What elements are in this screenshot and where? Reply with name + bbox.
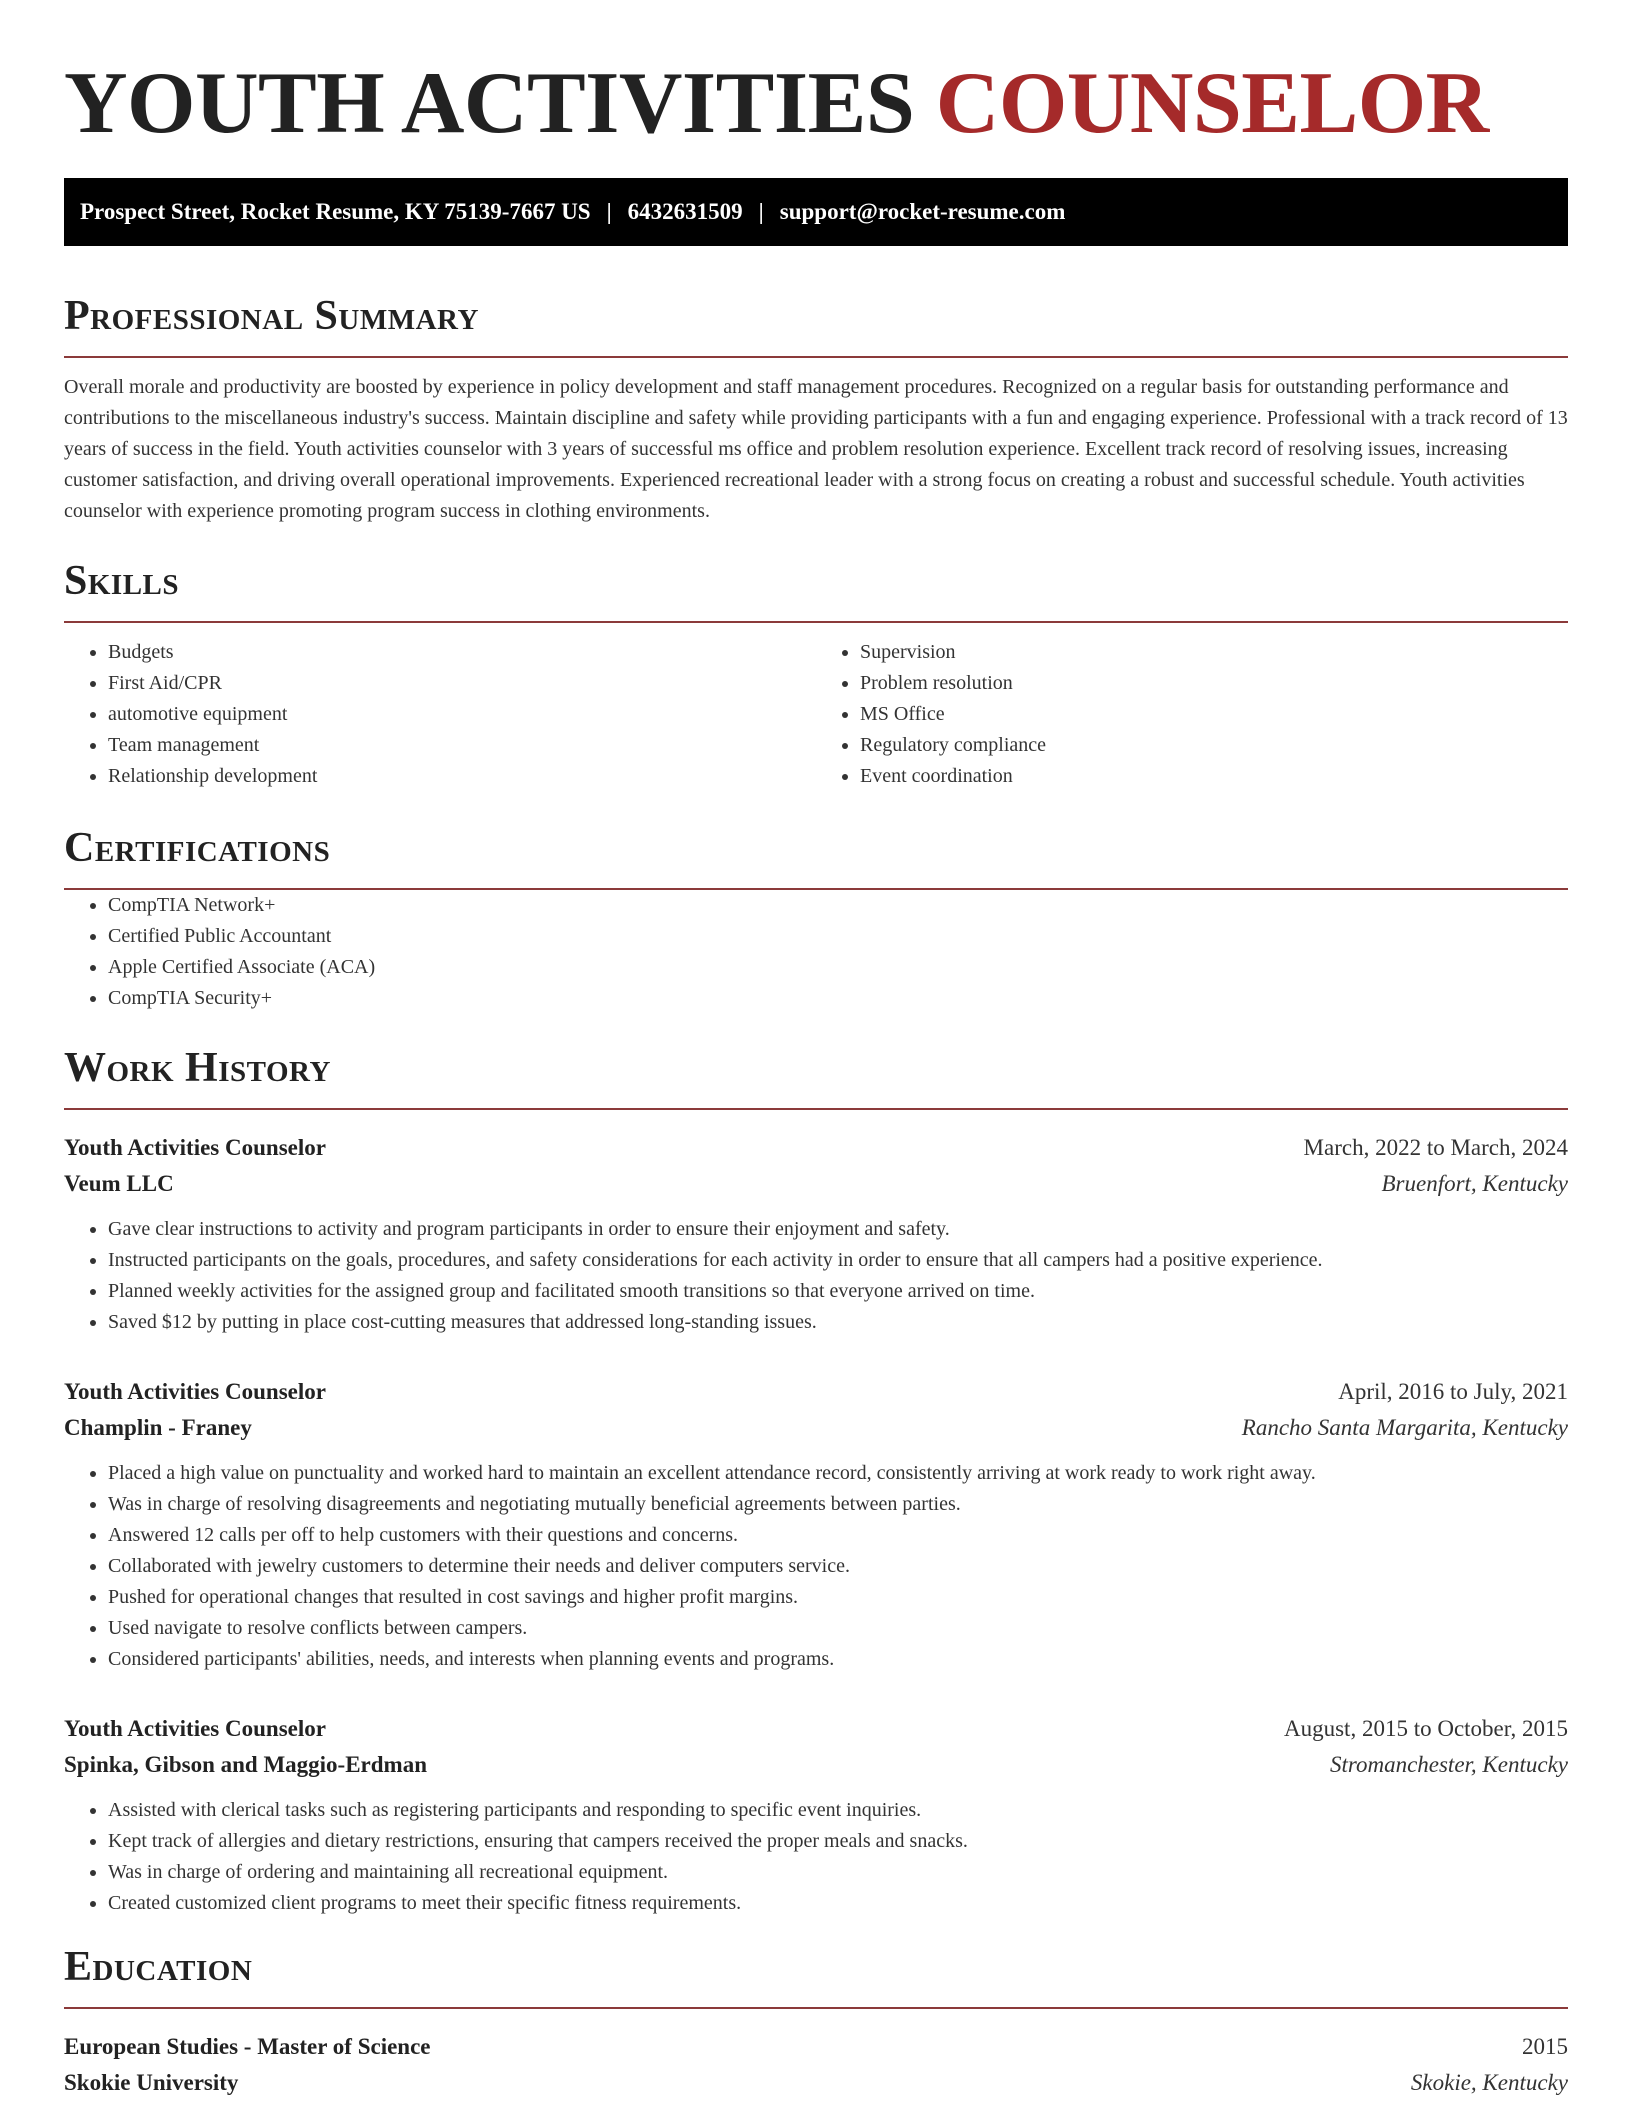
- job-bullets: [64, 1458, 1568, 1675]
- job-entry: [64, 1374, 1568, 1675]
- job-bullet: • Was in charge of ordering and maintaining all recreational equipment.: [108, 1857, 1568, 1888]
- skills-list-right: [816, 637, 1568, 792]
- education-degree: European Studies - Master of Science: [64, 2034, 431, 2059]
- job-entry: [64, 1130, 1568, 1338]
- job-bullet: • Gave clear instructions to activity and program participants in order to ensure their enjoyment and safety.: [108, 1214, 1568, 1245]
- job-bullets: [64, 1214, 1568, 1338]
- education-entry: [64, 2029, 1568, 2101]
- education-location: Skokie, Kentucky: [1410, 2070, 1568, 2095]
- job-bullet: • Collaborated with jewelry customers to determine their needs and deliver computers service.: [108, 1551, 1568, 1582]
- summary-text: Overall morale and productivity are boosted by experience in policy development and staff management procedures. Recognized on a regular basis for outstanding performance and contributions to the miscellaneous industry's success. Maintain discipline and safety while providing participants with a fun and engaging experience. Professional with a track record of 13 years of success in the field. Youth activities counselor with 3 years of successful ms office and problem resolution experience. Excellent track record of resolving issues, increasing customer satisfaction, and driving overall operational improvements. Experienced recreational leader with a strong focus on creating a robust and successful schedule. Youth activities counselor with experience promoting program success in clothing environments.: [64, 376, 1568, 522]
- summary-heading: Professional Summary: [64, 288, 1568, 358]
- job-bullet: • Kept track of allergies and dietary restrictions, ensuring that campers received the proper meals and snacks.: [108, 1826, 1568, 1857]
- job-bullet: • Instructed participants on the goals, procedures, and safety considerations for each activity in order to ensure that all campers had a positive experience.: [108, 1245, 1568, 1276]
- certification-item: • Apple Certified Associate (ACA): [108, 952, 1568, 983]
- work-history-heading: Work History: [64, 1040, 1568, 1110]
- job-bullets: [64, 1795, 1568, 1919]
- skill-item: • Budgets: [108, 637, 816, 668]
- job-company: Champlin - Franey: [64, 1415, 252, 1440]
- job-location: Stromanchester, Kentucky: [1329, 1752, 1568, 1777]
- skill-item: • Team management: [108, 730, 816, 761]
- contact-bar: [64, 178, 1568, 246]
- certifications-section: [64, 820, 1568, 1014]
- job-entry: [64, 1711, 1568, 1919]
- summary-section: [64, 288, 1568, 527]
- job-bullet: • Saved $12 by putting in place cost-cutting measures that addressed long-standing issues.: [108, 1307, 1568, 1338]
- skill-item: • Relationship development: [108, 761, 816, 792]
- contact-address: Prospect Street, Rocket Resume, KY 75139-7667 US: [80, 199, 591, 224]
- job-dates: March, 2022 to March, 2024: [1303, 1135, 1568, 1160]
- job-dates: April, 2016 to July, 2021: [1338, 1379, 1568, 1404]
- contact-email: support@rocket-resume.com: [779, 199, 1066, 224]
- certification-item: • CompTIA Network+: [108, 890, 1568, 921]
- skill-item: • MS Office: [860, 699, 1568, 730]
- education-school: Skokie University: [64, 2070, 239, 2095]
- certifications-list: [64, 890, 1568, 1014]
- job-company: Veum LLC: [64, 1171, 174, 1196]
- job-title-row: [64, 1711, 1568, 1747]
- job-bullet: • Considered participants' abilities, needs, and interests when planning events and programs.: [108, 1644, 1568, 1675]
- skills-heading: Skills: [64, 553, 1568, 623]
- certification-item: • Certified Public Accountant: [108, 921, 1568, 952]
- skills-column-left: [64, 637, 816, 792]
- title-main: YOUTH ACTIVITIES: [64, 55, 915, 152]
- skills-section: [64, 553, 1568, 792]
- job-title: Youth Activities Counselor: [64, 1379, 326, 1404]
- job-bullet: • Was in charge of resolving disagreements and negotiating mutually beneficial agreements between parties.: [108, 1489, 1568, 1520]
- job-bullet: • Planned weekly activities for the assigned group and facilitated smooth transitions so that everyone arrived on time.: [108, 1276, 1568, 1307]
- skill-item: • automotive equipment: [108, 699, 816, 730]
- job-company: Spinka, Gibson and Maggio-Erdman: [64, 1752, 428, 1777]
- education-school-row: [64, 2065, 1568, 2101]
- certification-item: • CompTIA Security+: [108, 983, 1568, 1014]
- title-accent: COUNSELOR: [935, 55, 1489, 152]
- skills-grid: [64, 637, 1568, 792]
- job-bullet: • Assisted with clerical tasks such as registering participants and responding to specific event inquiries.: [108, 1795, 1568, 1826]
- job-location: Bruenfort, Kentucky: [1381, 1171, 1568, 1196]
- work-history-section: [64, 1040, 1568, 1919]
- contact-separator: |: [758, 199, 764, 224]
- skill-item: • Event coordination: [860, 761, 1568, 792]
- job-bullet: • Pushed for operational changes that resulted in cost savings and higher profit margins.: [108, 1582, 1568, 1613]
- skill-item: • First Aid/CPR: [108, 668, 816, 699]
- contact-phone: 6432631509: [627, 199, 743, 224]
- skill-item: • Problem resolution: [860, 668, 1568, 699]
- job-dates: August, 2015 to October, 2015: [1284, 1716, 1568, 1741]
- skills-list-left: [64, 637, 816, 792]
- resume-title: [64, 48, 1568, 160]
- job-title-row: [64, 1374, 1568, 1410]
- certifications-heading: Certifications: [64, 820, 1568, 890]
- job-title: Youth Activities Counselor: [64, 1716, 326, 1741]
- job-bullet: • Placed a high value on punctuality and worked hard to maintain an excellent attendance record, consistently arriving at work ready to work right away.: [108, 1458, 1568, 1489]
- skill-item: • Supervision: [860, 637, 1568, 668]
- job-company-row: [64, 1166, 1568, 1202]
- skill-item: • Regulatory compliance: [860, 730, 1568, 761]
- job-bullet: • Created customized client programs to meet their specific fitness requirements.: [108, 1888, 1568, 1919]
- education-section: [64, 1939, 1568, 2101]
- job-company-row: [64, 1410, 1568, 1446]
- education-heading: Education: [64, 1939, 1568, 2009]
- job-title: Youth Activities Counselor: [64, 1135, 326, 1160]
- skills-column-right: [816, 637, 1568, 792]
- job-location: Rancho Santa Margarita, Kentucky: [1241, 1415, 1568, 1440]
- education-degree-row: [64, 2029, 1568, 2065]
- job-company-row: [64, 1747, 1568, 1783]
- job-title-row: [64, 1130, 1568, 1166]
- job-bullet: • Used navigate to resolve conflicts between campers.: [108, 1613, 1568, 1644]
- education-year: 2015: [1522, 2034, 1568, 2059]
- contact-separator: |: [606, 199, 612, 224]
- job-bullet: • Answered 12 calls per off to help customers with their questions and concerns.: [108, 1520, 1568, 1551]
